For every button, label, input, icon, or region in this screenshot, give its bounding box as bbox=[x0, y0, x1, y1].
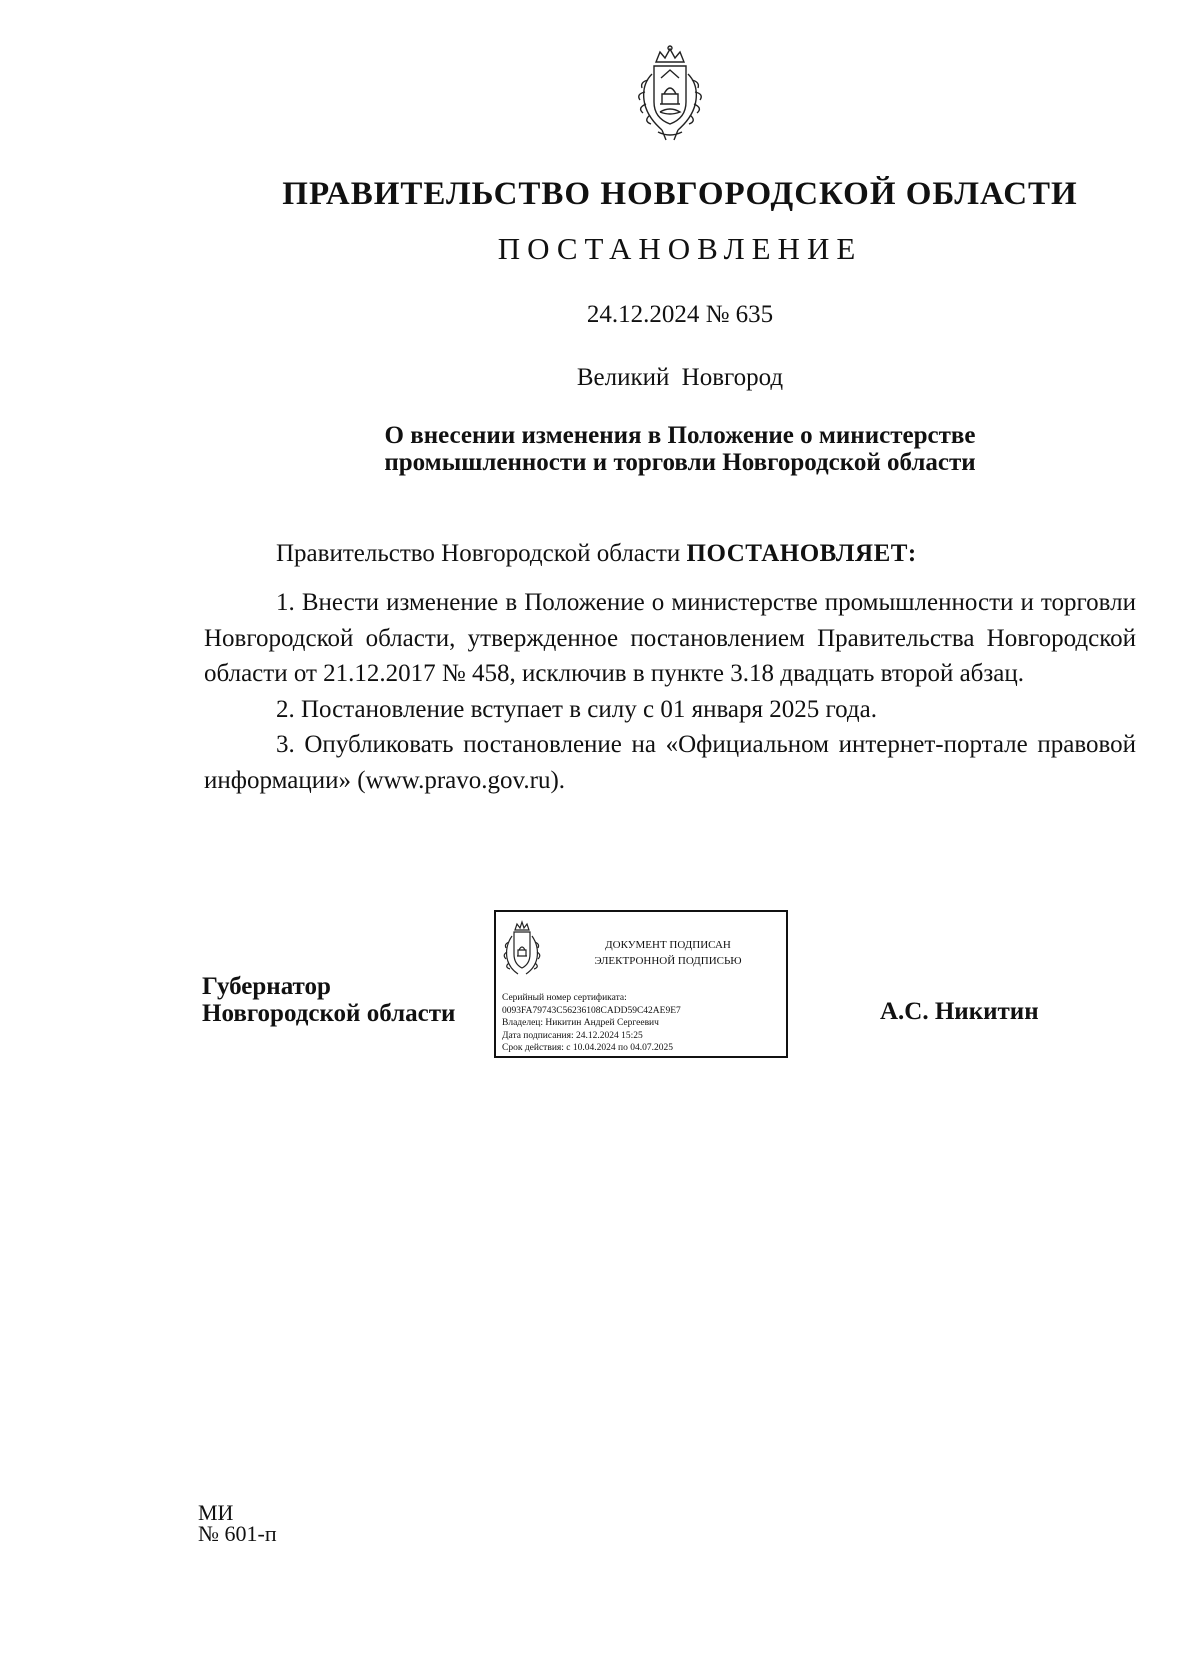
resolution-body bbox=[204, 585, 1136, 798]
paragraph-2: 2. Постановление вступает в силу с 01 января 2025 года. bbox=[276, 695, 878, 723]
footer-number: № 601-п bbox=[198, 1521, 277, 1546]
document-type: ПОСТАНОВЛЕНИЕ bbox=[497, 231, 863, 266]
stamp-signing-date: Дата подписания: 24.12.2024 15:25 bbox=[502, 1030, 643, 1041]
intro-keyword: ПОСТАНОВЛЯЕТ: bbox=[686, 540, 917, 567]
stamp-serial-label: Серийный номер сертификата: bbox=[502, 993, 627, 1003]
subject-line-1: О внесении изменения в Положение о министерстве bbox=[384, 422, 976, 449]
stamp-owner: Владелец: Никитин Андрей Сергеевич bbox=[502, 1018, 659, 1028]
stamp-title-line-2: ЭЛЕКТРОННОЙ ПОДПИСЬЮ bbox=[594, 955, 742, 967]
stamp-title-line-1: ДОКУМЕНТ ПОДПИСАН bbox=[605, 939, 731, 951]
document-footer-code bbox=[198, 1502, 277, 1544]
stamp-serial-number: 0093FA79743C56236108CADD59C42AE9E7 bbox=[502, 1005, 681, 1016]
document-date-number: 24.12.2024 № 635 bbox=[586, 301, 774, 328]
signatory-name: А.С. Никитин bbox=[880, 998, 1039, 1025]
government-title: ПРАВИТЕЛЬСТВО НОВГОРОДСКОЙ ОБЛАСТИ bbox=[282, 176, 1078, 212]
stamp-certificate-info bbox=[502, 992, 782, 1055]
footer-initials: МИ bbox=[198, 1500, 234, 1525]
electronic-signature-stamp bbox=[494, 910, 788, 1058]
signatory-position bbox=[202, 973, 455, 1027]
stamp-heading bbox=[556, 937, 780, 969]
intro-text: Правительство Новгородской области bbox=[276, 540, 681, 567]
paragraph-1: 1. Внести изменение в Положение о министерстве промышленности и торговли Новгородской области, утвержденное постановлением Правительства Новгородской области от 21.12.2017 № 458, исключив в пункте 3.18 двадцать второй абзац. bbox=[204, 589, 1136, 687]
coat-of-arms-emblem bbox=[628, 44, 712, 144]
paragraph-3: 3. Опубликовать постановление на «Официальном интернет-портале правовой информации» (www.pravo.gov.ru). bbox=[204, 731, 1136, 794]
position-line-1: Губернатор bbox=[202, 973, 331, 1000]
document-subject bbox=[200, 422, 1160, 476]
stamp-emblem-icon bbox=[502, 920, 542, 978]
stamp-validity: Срок действия: с 10.04.2024 по 04.07.2025 bbox=[502, 1043, 673, 1053]
subject-line-2: промышленности и торговли Новгородской области bbox=[384, 449, 976, 476]
resolution-intro bbox=[276, 540, 917, 568]
document-city: Великий Новгород bbox=[576, 364, 784, 391]
position-line-2: Новгородской области bbox=[202, 1000, 456, 1027]
